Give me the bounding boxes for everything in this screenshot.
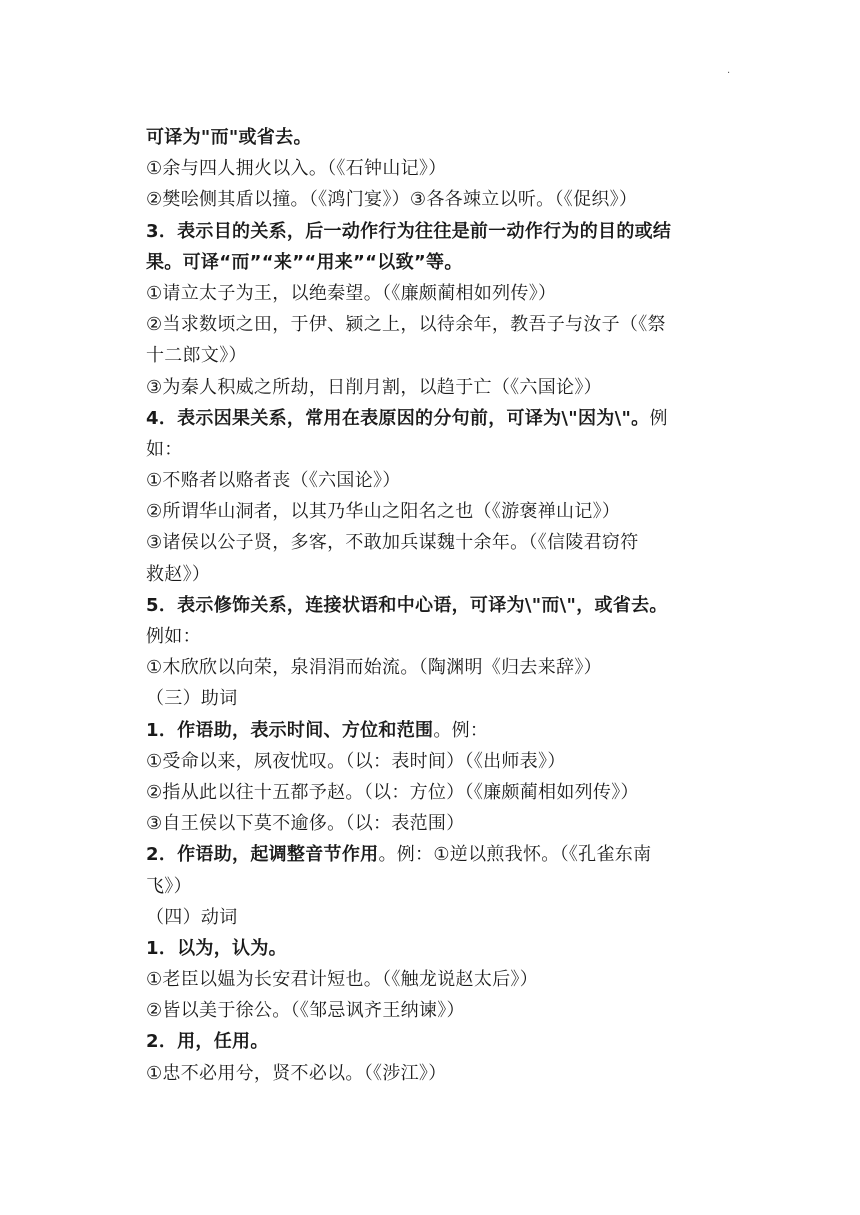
text-line bbox=[146, 247, 718, 278]
normal-text: 。例：①逆以煎我怀。（《孔雀东南 bbox=[378, 844, 652, 866]
text-line bbox=[146, 1058, 718, 1089]
text-line bbox=[146, 184, 718, 215]
bold-text: 5．表示修饰关系，连接状语和中心语，可译为\"而\"，或省去。 bbox=[146, 594, 668, 616]
normal-text: ②樊哙侧其盾以撞。（《鸿门宴》）③各各竦立以听。（《促织》） bbox=[146, 189, 638, 211]
normal-text: ②皆以美于徐公。（《邹忌讽齐王纳谏》） bbox=[146, 1000, 465, 1022]
normal-text: ①不赂者以赂者丧（《六国论》） bbox=[146, 470, 401, 492]
text-line bbox=[146, 372, 718, 403]
normal-text: ②当求数顷之田，于伊、颍之上，以待余年，教吾子与汝子（《祭 bbox=[146, 314, 666, 336]
text-line bbox=[146, 559, 718, 590]
text-line bbox=[146, 122, 718, 153]
text-line bbox=[146, 839, 718, 870]
text-line bbox=[146, 496, 718, 527]
normal-text: ①余与四人拥火以入。（《石钟山记》） bbox=[146, 158, 447, 180]
text-line bbox=[146, 153, 718, 184]
document-body bbox=[146, 122, 718, 1089]
normal-text: （三）助词 bbox=[146, 688, 238, 710]
normal-text: 救赵》） bbox=[146, 563, 211, 585]
normal-text: ①忠不必用兮，贤不必以。（《涉江》） bbox=[146, 1062, 447, 1084]
bold-text: 2．作语助，起调整音节作用 bbox=[146, 844, 379, 866]
normal-text: ③为秦人积威之所劫，日削月割，以趋于亡（《六国论》） bbox=[146, 376, 602, 398]
normal-text: ①受命以来，夙夜忧叹。（以：表时间）（《出师表》） bbox=[146, 750, 566, 772]
text-line bbox=[146, 434, 718, 465]
text-line bbox=[146, 590, 718, 621]
normal-text: 例如： bbox=[146, 626, 201, 647]
text-line bbox=[146, 871, 718, 902]
text-line bbox=[146, 995, 718, 1026]
bold-text: 1．以为，认为。 bbox=[146, 937, 287, 959]
text-line bbox=[146, 278, 718, 309]
text-line bbox=[146, 902, 718, 933]
bold-text: 可译为"而"或省去。 bbox=[146, 127, 312, 148]
bold-text: 3．表示目的关系，后一动作行为往往是前一动作行为的目的或结 bbox=[146, 220, 672, 242]
text-line bbox=[146, 964, 718, 995]
bold-text: 4．表示因果关系，常用在表原因的分句前，可译为\"因为\"。 bbox=[146, 407, 650, 429]
text-line bbox=[146, 652, 718, 683]
text-line bbox=[146, 715, 718, 746]
normal-text: ②所谓华山洞者，以其乃华山之阳名之也（《游褒禅山记》） bbox=[146, 501, 621, 523]
normal-text: ③自王侯以下莫不逾侈。（以：表范围） bbox=[146, 813, 465, 835]
text-line bbox=[146, 403, 718, 434]
normal-text: ①请立太子为王，以绝秦望。（《廉颇蔺相如列传》） bbox=[146, 282, 557, 304]
normal-text: （四）动词 bbox=[146, 906, 238, 928]
text-line bbox=[146, 746, 718, 777]
normal-text: ①老臣以媪为长安君计短也。（《触龙说赵太后》） bbox=[146, 969, 539, 991]
normal-text: 如： bbox=[146, 438, 183, 460]
normal-text: ②指从此以往十五都予赵。（以：方位）（《廉颇蔺相如列传》） bbox=[146, 781, 639, 803]
bold-text: 2．用，任用。 bbox=[146, 1031, 269, 1053]
text-line bbox=[146, 683, 718, 714]
normal-text: 十二郎文》） bbox=[146, 345, 247, 367]
normal-text: ③诸侯以公子贤，多客，不敢加兵谋魏十余年。（《信陵君窃符 bbox=[146, 532, 639, 554]
text-line bbox=[146, 933, 718, 964]
text-line bbox=[146, 621, 718, 652]
text-line bbox=[146, 777, 718, 808]
text-line bbox=[146, 527, 718, 558]
normal-text: 。例： bbox=[433, 719, 489, 741]
normal-text: ①木欣欣以向荣，泉涓涓而始流。（陶渊明《归去来辞》） bbox=[146, 657, 602, 679]
text-line bbox=[146, 808, 718, 839]
normal-text: 例 bbox=[649, 407, 668, 429]
bold-text: 果。可译“而”“来”“用来”“以致”等。 bbox=[146, 251, 463, 273]
normal-text: 飞》） bbox=[146, 875, 192, 897]
text-line bbox=[146, 309, 718, 340]
text-line bbox=[146, 216, 718, 247]
bold-text: 1．作语助，表示时间、方位和范围 bbox=[146, 719, 434, 741]
page-marker: · bbox=[727, 68, 731, 79]
text-line bbox=[146, 1026, 718, 1057]
text-line bbox=[146, 465, 718, 496]
text-line bbox=[146, 340, 718, 371]
